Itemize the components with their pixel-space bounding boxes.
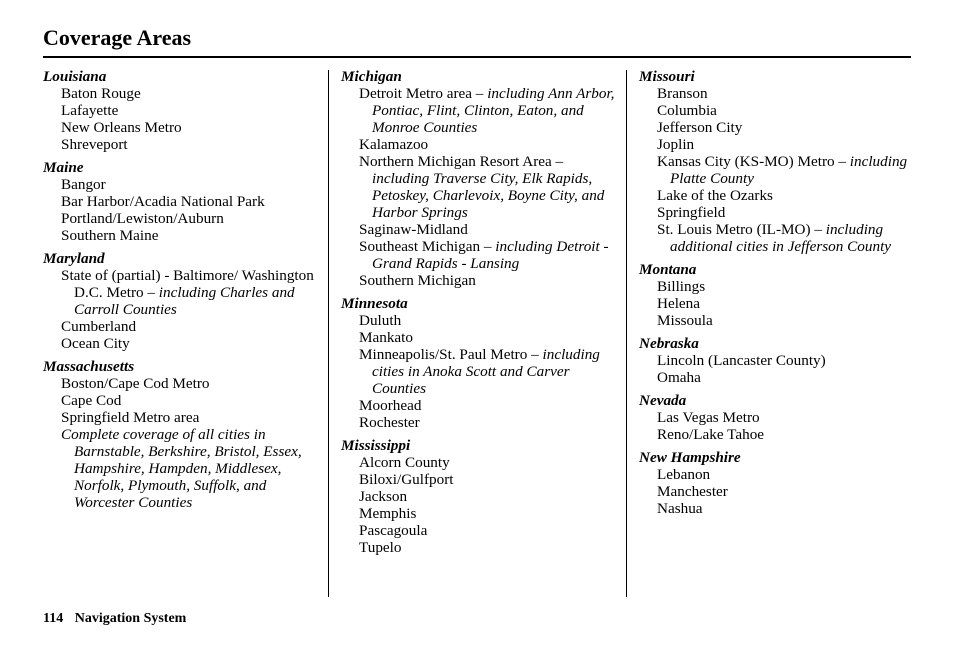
- coverage-entry: [639, 466, 915, 483]
- entry-name: Jefferson City: [657, 119, 743, 136]
- coverage-entry: [639, 500, 915, 517]
- coverage-entry: [341, 454, 617, 471]
- coverage-entry: [43, 267, 319, 318]
- entry-name: Southern Maine: [61, 227, 159, 244]
- coverage-entry: [43, 227, 319, 244]
- coverage-entry: [639, 204, 915, 221]
- page-footer: [43, 610, 186, 628]
- entry-name: Bar Harbor/Acadia National Park: [61, 193, 265, 210]
- entry-note: including Charles and Carroll Counties: [74, 284, 295, 318]
- entry-name: Kalamazoo: [359, 136, 429, 153]
- coverage-entry: [639, 312, 915, 329]
- entry-name: Ocean City: [61, 335, 130, 352]
- entry-name: Portland/Lewiston/Auburn: [61, 210, 224, 227]
- entry-name: Saginaw-Midland: [359, 221, 468, 238]
- coverage-entry: [341, 329, 617, 346]
- entry-name: Boston/Cape Cod Metro: [61, 375, 210, 392]
- coverage-entry: [43, 375, 319, 392]
- coverage-entry: [43, 136, 319, 153]
- coverage-entry: [639, 119, 915, 136]
- page-number: 114: [43, 611, 64, 626]
- entry-name: Pascagoula: [359, 522, 428, 539]
- state-heading: Michigan: [341, 68, 402, 85]
- coverage-entry: [43, 335, 319, 352]
- coverage-entry: [43, 102, 319, 119]
- state-heading: Missouri: [639, 68, 695, 85]
- state-heading: New Hampshire: [639, 449, 741, 466]
- coverage-entry: [43, 318, 319, 335]
- coverage-entry: [341, 346, 617, 397]
- entry-name: New Orleans Metro: [61, 119, 182, 136]
- entry-name: Baton Rouge: [61, 85, 141, 102]
- coverage-entry: [341, 539, 617, 556]
- coverage-entry: [341, 221, 617, 238]
- entry-name: Bangor: [61, 176, 106, 193]
- coverage-entry: [639, 352, 915, 369]
- column-divider: [328, 70, 329, 597]
- state-heading: Minnesota: [341, 295, 408, 312]
- state-heading: Maine: [43, 159, 84, 176]
- coverage-entry: [639, 295, 915, 312]
- state-heading: Mississippi: [341, 437, 411, 454]
- coverage-entry: [341, 272, 617, 289]
- coverage-entry: [43, 193, 319, 210]
- entry-name: Lincoln (Lancaster County): [657, 352, 826, 369]
- coverage-entry: [341, 522, 617, 539]
- entry-name: State of (partial) - Baltimore/ Washington D.C. Metro –: [61, 267, 314, 301]
- coverage-entry: [639, 136, 915, 153]
- coverage-entry: [639, 369, 915, 386]
- coverage-entry: [341, 471, 617, 488]
- entry-name: Springfield: [657, 204, 726, 221]
- coverage-entry: [639, 187, 915, 204]
- coverage-entry: [639, 221, 915, 255]
- page-title: Coverage Areas: [43, 25, 192, 50]
- entry-name: Rochester: [359, 414, 420, 431]
- entry-note: including Traverse City, Elk Rapids, Petoskey, Charlevoix, Boyne City, and Harbor Springs: [372, 170, 605, 221]
- entry-name: Cumberland: [61, 318, 137, 335]
- state-heading: Montana: [639, 261, 697, 278]
- column-2: [341, 68, 617, 556]
- entry-name: Moorhead: [359, 397, 422, 414]
- entry-name: Tupelo: [359, 539, 402, 556]
- entry-note: including Platte County: [670, 153, 908, 187]
- column-3: [639, 68, 915, 517]
- coverage-entry: [341, 414, 617, 431]
- coverage-entry: [43, 392, 319, 409]
- entry-name: Manchester: [657, 483, 728, 500]
- entry-name: Detroit Metro area –: [359, 85, 488, 102]
- coverage-entry: [639, 153, 915, 187]
- coverage-entry: [341, 397, 617, 414]
- entry-note: including additional cities in Jefferson County: [670, 221, 892, 255]
- coverage-entry: [43, 426, 319, 511]
- coverage-entry: [43, 176, 319, 193]
- section-name: Navigation System: [74, 611, 187, 626]
- state-heading: Nebraska: [639, 335, 699, 352]
- coverage-entry: [639, 102, 915, 119]
- entry-name: Lebanon: [657, 466, 711, 483]
- coverage-entry: [43, 409, 319, 426]
- entry-name: Columbia: [657, 102, 717, 119]
- state-heading: Massachusetts: [43, 358, 135, 375]
- entry-note: including cities in Anoka Scott and Carver Counties: [372, 346, 600, 397]
- title-rule: [43, 56, 911, 58]
- entry-name: Billings: [657, 278, 706, 295]
- entry-name: Lafayette: [61, 102, 119, 119]
- entry-name: St. Louis Metro (IL-MO) –: [657, 221, 826, 238]
- coverage-entry: [43, 119, 319, 136]
- entry-note: including Detroit - Grand Rapids - Lansing: [372, 238, 609, 272]
- entry-name: Alcorn County: [359, 454, 450, 471]
- coverage-entry: [341, 153, 617, 221]
- coverage-entry: [639, 278, 915, 295]
- entry-name: Minneapolis/St. Paul Metro –: [359, 346, 543, 363]
- entry-name: Southeast Michigan –: [359, 238, 496, 255]
- state-heading: Nevada: [639, 392, 687, 409]
- entry-name: Cape Cod: [61, 392, 122, 409]
- entry-name: Helena: [657, 295, 701, 312]
- coverage-entry: [43, 85, 319, 102]
- entry-note: Complete coverage of all cities in Barnstable, Berkshire, Bristol, Essex, Hampshire, Hampden, Middlesex, Norfolk, Plymouth, Suffolk, and Worcester Counties: [61, 426, 302, 511]
- coverage-entry: [639, 85, 915, 102]
- entry-name: Northern Michigan Resort Area –: [359, 153, 564, 170]
- entry-name: Jackson: [359, 488, 408, 505]
- coverage-entry: [341, 505, 617, 522]
- state-heading: Louisiana: [43, 68, 107, 85]
- entry-name: Omaha: [657, 369, 701, 386]
- column-divider: [626, 70, 627, 597]
- entry-name: Memphis: [359, 505, 417, 522]
- coverage-entry: [341, 312, 617, 329]
- entry-name: Springfield Metro area: [61, 409, 200, 426]
- entry-name: Missoula: [657, 312, 713, 329]
- column-1: [43, 68, 319, 511]
- entry-name: Nashua: [657, 500, 703, 517]
- entry-name: Biloxi/Gulfport: [359, 471, 454, 488]
- entry-name: Las Vegas Metro: [657, 409, 760, 426]
- coverage-entry: [341, 136, 617, 153]
- coverage-entry: [341, 85, 617, 136]
- coverage-entry: [639, 426, 915, 443]
- entry-name: Branson: [657, 85, 708, 102]
- coverage-entry: [341, 238, 617, 272]
- entry-name: Shreveport: [61, 136, 128, 153]
- coverage-entry: [639, 483, 915, 500]
- entry-name: Reno/Lake Tahoe: [657, 426, 765, 443]
- entry-name: Duluth: [359, 312, 402, 329]
- entry-name: Joplin: [657, 136, 695, 153]
- entry-name: Kansas City (KS-MO) Metro –: [657, 153, 850, 170]
- coverage-entry: [341, 488, 617, 505]
- entry-note: including Ann Arbor, Pontiac, Flint, Clinton, Eaton, and Monroe Counties: [372, 85, 615, 136]
- entry-name: Mankato: [359, 329, 413, 346]
- coverage-entry: [43, 210, 319, 227]
- entry-name: Lake of the Ozarks: [657, 187, 773, 204]
- entry-name: Southern Michigan: [359, 272, 476, 289]
- state-heading: Maryland: [43, 250, 105, 267]
- coverage-entry: [639, 409, 915, 426]
